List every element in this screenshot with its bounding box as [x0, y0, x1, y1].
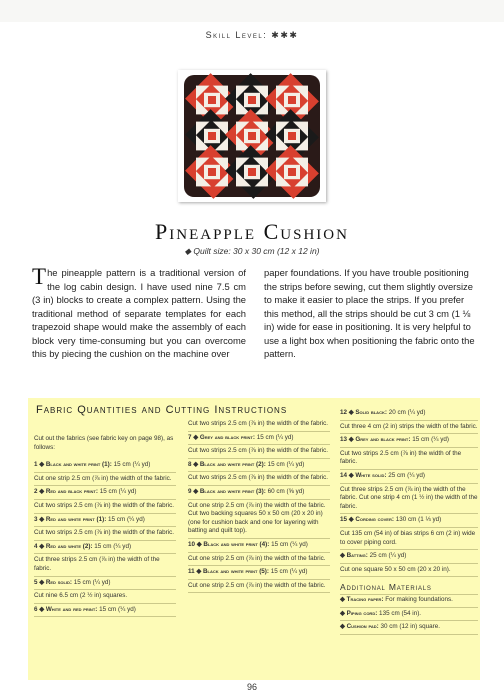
panel-column-2 — [188, 419, 330, 594]
fabric-amount: 15 cm (¼ yd) — [97, 488, 137, 496]
cutting-instruction: Cut one strip 2.5 cm (⅞ in) the width of the fabric. Cut two backing squares 50 x 50 cm (20 x 20 in) (one for cushion back and one for layering with batting and quilt top). — [188, 501, 330, 539]
fabric-item — [188, 567, 330, 580]
fabric-amount: 135 cm (54 in). — [377, 609, 422, 617]
fabric-amount: 20 cm (¼ yd) — [386, 409, 426, 416]
fabric-name: ◆ Piping cord: — [340, 609, 378, 617]
drop-cap: T — [32, 264, 47, 289]
fabric-item — [340, 471, 478, 484]
additional-materials-list — [340, 595, 478, 635]
quilt-center — [288, 168, 296, 176]
fabric-amount: 25 cm (¼ yd) — [386, 471, 425, 479]
fabric-amount: 25 cm (¼ yd) — [367, 552, 407, 560]
fabric-name: 4 ◆ Red and white (2): — [34, 542, 93, 550]
fabric-name: 8 ◆ Black and white print (2): — [188, 460, 266, 468]
top-margin-band — [0, 0, 504, 22]
intro-left-column — [32, 266, 246, 361]
fabric-amount: 130 cm (1 ⅓ yd) — [393, 516, 442, 524]
fabric-item — [188, 433, 330, 446]
fabric-item — [34, 487, 176, 500]
cutting-instruction: Cut 135 cm (54 in) of bias strips 6 cm (2 in) wide to cover piping cord. — [340, 529, 478, 550]
fabric-name: 13 ◆ Grey and black print: — [340, 436, 411, 444]
quilt-center — [248, 132, 256, 140]
fabric-item — [188, 487, 330, 500]
fabric-item — [340, 408, 478, 421]
quilt-center — [208, 168, 216, 176]
fabric-name: 10 ◆ Black and white print (4): — [188, 540, 270, 548]
quilt-center — [208, 96, 216, 104]
fabric-amount: 15 cm (¼ yd) — [92, 542, 132, 550]
fabric-amount: 15 cm (¼ yd) — [97, 605, 136, 613]
quilt-center — [288, 132, 296, 140]
fabric-panel — [28, 398, 480, 680]
fabric-amount: For making foundations. — [383, 595, 453, 603]
quilt-size: ◆ Quilt size: 30 x 30 cm (12 x 12 in) — [184, 246, 320, 256]
cutting-instruction: Cut one square 50 x 50 cm (20 x 20 in). — [340, 565, 478, 578]
fabric-item — [340, 622, 478, 635]
panel-column-3-list — [340, 408, 478, 577]
intro-right-column: paper foundations. If you have trouble positioning the strips before sewing, cut them slightly oversize to make it easier to place the strips. If you prefer this method, all the strips should be cut 3 cm (1 ⅛ in) wide for ease in positioning. It is very helpful to use a light box when positioning the fabric onto the pattern. — [264, 267, 475, 359]
fabric-amount: 15 cm (¼ yd) — [111, 461, 151, 469]
quilt-center — [248, 96, 256, 104]
cutting-instruction: Cut two strips 2.5 cm (⅞ in) the width of the fabric. — [188, 419, 330, 432]
fabric-name: ◆ Batting: — [340, 552, 368, 560]
fabric-item — [188, 460, 330, 473]
quilt-center — [288, 96, 296, 104]
panel-heading: Fabric Quantities and Cutting Instructions — [36, 404, 288, 416]
fabric-name: 12 ◆ Solid black: — [340, 409, 387, 416]
skill-level: Skill Level: ✱✱✱ — [205, 30, 299, 40]
fabric-item — [34, 542, 176, 555]
page-number: 96 — [246, 682, 257, 692]
cutting-instruction: Cut three 4 cm (2 in) strips the width of the fabric. — [340, 422, 478, 435]
fabric-name: 15 ◆ Cording cover: — [340, 516, 394, 524]
cutting-instruction: Cut three strips 2.5 cm (⅞ in) the width of the fabric. Cut one strip 4 cm (1 ½ in) the width of the fabric. — [340, 485, 478, 515]
fabric-amount: 15 cm (¼ yd) — [254, 433, 294, 441]
cushion-photo — [178, 70, 326, 202]
fabric-name: 1 ◆ Black and white print (1): — [34, 461, 112, 469]
fabric-name: 3 ◆ Red and white print (1): — [34, 515, 107, 523]
fabric-amount: 15 cm (¼ yd) — [410, 436, 449, 444]
fabric-item — [340, 435, 478, 448]
fabric-name: ◆ Tracing paper: — [340, 595, 384, 603]
cutting-instruction: Cut nine 6.5 cm (2 ½ in) squares. — [34, 591, 176, 604]
fabric-item — [34, 605, 176, 618]
fabric-amount: 60 cm (⅝ yd) — [265, 487, 305, 495]
fabric-item — [34, 460, 176, 473]
fabric-amount: 15 cm (¼ yd) — [269, 540, 308, 548]
fabric-amount: 15 cm (¼ yd) — [265, 460, 305, 468]
fabric-amount: 30 cm (12 in) square. — [378, 623, 440, 631]
fabric-amount: 15 cm (¼ yd) — [106, 515, 145, 523]
cutting-instruction: Cut three strips 2.5 cm (⅞ in) the width of the fabric. — [34, 555, 176, 576]
fabric-item — [340, 595, 478, 608]
fabric-name: 7 ◆ Grey and black print: — [188, 433, 255, 441]
panel-column-3 — [340, 408, 478, 636]
quilt-center — [248, 168, 256, 176]
additional-materials-heading: Additional Materials — [340, 583, 478, 595]
fabric-name: ◆ Cushion pad: — [340, 623, 379, 631]
cushion-image — [178, 70, 326, 202]
cutting-instruction: Cut two strips 2.5 cm (⅞ in) the width of the fabric. — [34, 528, 176, 541]
fabric-name: 2 ◆ Red and black print: — [34, 488, 98, 496]
cutting-instruction: Cut two strips 2.5 cm (⅞ in) the width of the fabric. — [188, 473, 330, 486]
fabric-item — [340, 609, 478, 622]
fabric-item — [34, 515, 176, 528]
fabric-item — [340, 515, 478, 528]
fabric-name: 11 ◆ Black and white print (5): — [188, 568, 269, 576]
fabric-item — [188, 540, 330, 553]
cutting-instruction: Cut two strips 2.5 cm (⅞ in) the width of the fabric. — [188, 446, 330, 459]
cutting-instruction: Cut one strip 2.5 cm (⅞ in) the width of the fabric. — [188, 554, 330, 567]
fabric-item — [340, 551, 478, 564]
fabric-amount: 15 cm (¼ yd) — [72, 578, 111, 586]
fabric-name: 14 ◆ White solid: — [340, 471, 387, 479]
intro-left-text: he pineapple pattern is a traditional version of the log cabin design. I have used nine 7.5 cm (3 in) blocks to create a complex pattern. Using the traditional method of separate templates for each trapezoid shape would make the assembly of each block very time-consuming but you can overcome this by piecing the cushion on the machine over — [32, 267, 246, 359]
cutting-instruction: Cut one strip 2.5 cm (⅞ in) the width of the fabric. — [188, 581, 330, 594]
fabric-amount: 15 cm (¼ yd) — [269, 568, 308, 576]
fabric-name: 5 ◆ Red solid: — [34, 578, 73, 586]
fabric-name: 9 ◆ Black and white print (3): — [188, 487, 266, 495]
page-title: Pineapple Cushion — [155, 219, 349, 244]
cutting-instruction: Cut two strips 2.5 cm (⅞ in) the width of the fabric. — [340, 449, 478, 470]
cutting-instruction: Cut two strips 2.5 cm (⅞ in) the width of the fabric. — [34, 501, 176, 514]
fabric-item — [34, 578, 176, 591]
fabric-name: 6 ◆ White and red print: — [34, 605, 98, 613]
quilt-center — [208, 132, 216, 140]
panel-column-1 — [34, 434, 176, 618]
cutting-intro: Cut out the fabrics (see fabric key on page 98), as follows: — [34, 435, 174, 451]
cutting-instruction: Cut one strip 2.5 cm (⅞ in) the width of the fabric. — [34, 474, 176, 487]
